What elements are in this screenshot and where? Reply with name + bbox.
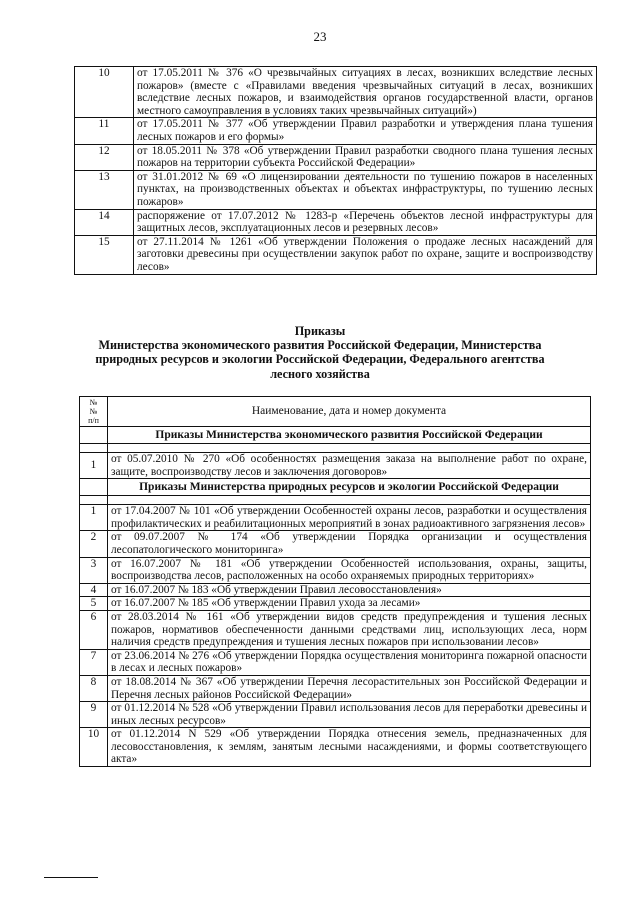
- document-title: от 17.05.2011 № 377 «Об утверждении Правил разработки и утверждения плана тушения лесных пожаров и его формы»: [134, 118, 597, 144]
- row-number: 1: [80, 453, 108, 479]
- section-blank-cell: [80, 427, 108, 444]
- document-title: от 09.07.2007 № 174 «Об утверждении Порядка организации и осуществления лесопатологического мониторинга»: [108, 531, 591, 557]
- row-number: 5: [80, 597, 108, 611]
- header-number-line: п/п: [88, 416, 99, 425]
- section-blank-cell: [80, 479, 108, 496]
- document-title: от 01.12.2014 № 528 «Об утверждении Правил использования лесов для переработки древесины и иных лесных ресурсов»: [108, 702, 591, 728]
- spacer-row: [80, 496, 591, 505]
- table-row: [80, 728, 591, 767]
- row-number: 4: [80, 583, 108, 597]
- table-row: [75, 235, 597, 274]
- row-number: 15: [75, 235, 134, 274]
- row-number: 14: [75, 209, 134, 235]
- column-header-number: [80, 397, 108, 427]
- table-row: [80, 597, 591, 611]
- table-row: [80, 702, 591, 728]
- spacer-cell: [80, 444, 108, 453]
- document-title: распоряжение от 17.07.2012 № 1283-р «Перечень объектов лесной инфраструктуры для защитных лесов, эксплуатационных лесов и резервных лесов»: [134, 209, 597, 235]
- table-row: [80, 675, 591, 701]
- row-number: 6: [80, 610, 108, 649]
- table-row: [80, 453, 591, 479]
- section-heading: [70, 324, 570, 381]
- row-number: 12: [75, 144, 134, 170]
- document-title: от 01.12.2014 N 529 «Об утверждении Порядка отнесения земель, предназначенных для лесовосстановления, к землям, занятым лесными насаждениями, и формы соответствующего акта»: [108, 728, 591, 767]
- document-title: от 05.07.2010 № 270 «Об особенностях размещения заказа на выполнение работ по охране, защите, воспроизводству лесов и заключения договоров»: [108, 453, 591, 479]
- document-title: от 23.06.2014 № 276 «Об утверждении Порядка осуществления мониторинга пожарной опасности в лесах и лесных пожаров»: [108, 649, 591, 675]
- row-number: 8: [80, 675, 108, 701]
- row-number: 10: [80, 728, 108, 767]
- heading-line: лесного хозяйства: [270, 366, 370, 381]
- spacer-row: [80, 444, 591, 453]
- heading-line: Приказы: [294, 324, 346, 338]
- row-number: 10: [75, 67, 134, 118]
- table-row: [80, 610, 591, 649]
- heading-line: природных ресурсов и экологии Российской Федерации, Федерального агентства: [95, 352, 545, 367]
- section-title-economic: Приказы Министерства экономического развития Российской Федерации: [108, 427, 591, 444]
- document-title: от 16.07.2007 № 181 «Об утверждении Особенностей использования, охраны, защиты, воспроизводства лесов, расположенных на особо охраняемых природных территориях»: [108, 557, 591, 583]
- column-header-name: Наименование, дата и номер документа: [108, 397, 591, 427]
- document-title: от 28.03.2014 № 161 «Об утверждении видов средств предупреждения и тушения лесных пожаров, нормативов обеспеченности данными средствами лиц, использующих леса, норм наличия средств предупреждения и тушения лесных пожаров при использовании лесов»: [108, 610, 591, 649]
- section-title-natural-resources: Приказы Министерства природных ресурсов и экологии Российской Федерации: [108, 479, 591, 496]
- row-number: 1: [80, 505, 108, 531]
- spacer-cell: [108, 444, 591, 453]
- row-number: 13: [75, 170, 134, 209]
- table-header-row: [80, 397, 591, 427]
- document-title: от 16.07.2007 № 183 «Об утверждении Правил лесовосстановления»: [108, 583, 591, 597]
- table-row: [75, 170, 597, 209]
- spacer-cell: [108, 496, 591, 505]
- table-row: [75, 118, 597, 144]
- section-row: [80, 427, 591, 444]
- row-number: 9: [80, 702, 108, 728]
- document-title: от 18.05.2011 № 378 «Об утверждении Правил разработки сводного плана тушения лесных пожаров на территории субъекта Российской Федерации»: [134, 144, 597, 170]
- heading-line: Министерства экономического развития Российской Федерации, Министерства: [98, 338, 542, 353]
- table-row: [75, 67, 597, 118]
- table-row: [80, 505, 591, 531]
- section-row: [80, 479, 591, 496]
- spacer-cell: [80, 496, 108, 505]
- document-title: от 31.01.2012 № 69 «О лицензировании деятельности по тушению пожаров в населенных пунктах, на производственных объектах и объектах инфраструктуры, по тушению лесных пожаров»: [134, 170, 597, 209]
- document-title: от 27.11.2014 № 1261 «Об утверждении Положения о продаже лесных насаждений для заготовки древесины при осуществлении закупок работ по охране, защите и воспроизводству лесов»: [134, 235, 597, 274]
- document-title: от 17.04.2007 № 101 «Об утверждении Особенностей охраны лесов, разработки и осуществления профилактических и реабилитационных мероприятий в зонах радиоактивного загрязнения лесов»: [108, 505, 591, 531]
- page-number: 23: [313, 29, 327, 44]
- government-decrees-table: [74, 66, 597, 275]
- row-number: 2: [80, 531, 108, 557]
- table-row: [75, 209, 597, 235]
- document-title: от 18.08.2014 № 367 «Об утверждении Перечня лесорастительных зон Российской Федерации и Перечня лесных районов Российской Федерации»: [108, 675, 591, 701]
- table-row: [75, 144, 597, 170]
- row-number: 7: [80, 649, 108, 675]
- row-number: 11: [75, 118, 134, 144]
- table-row: [80, 557, 591, 583]
- table-row: [80, 583, 591, 597]
- document-title: от 16.07.2007 № 185 «Об утверждении Правил ухода за лесами»: [108, 597, 591, 611]
- header-number-line: №: [89, 407, 98, 416]
- document-title: от 17.05.2011 № 376 «О чрезвычайных ситуациях в лесах, возникших вследствие лесных пожаров» (вместе с «Правилами введения чрезвычайных ситуаций в лесах, возникших вследствие лесных пожаров, и взаимодействия органов государственной власти, органов местного самоуправления в условиях таких чрезвычайных ситуаций»): [134, 67, 597, 118]
- table-row: [80, 531, 591, 557]
- footnote-divider: [44, 877, 98, 878]
- ministry-orders-table: [79, 396, 591, 767]
- header-number-line: №: [89, 398, 98, 407]
- table-row: [80, 649, 591, 675]
- row-number: 3: [80, 557, 108, 583]
